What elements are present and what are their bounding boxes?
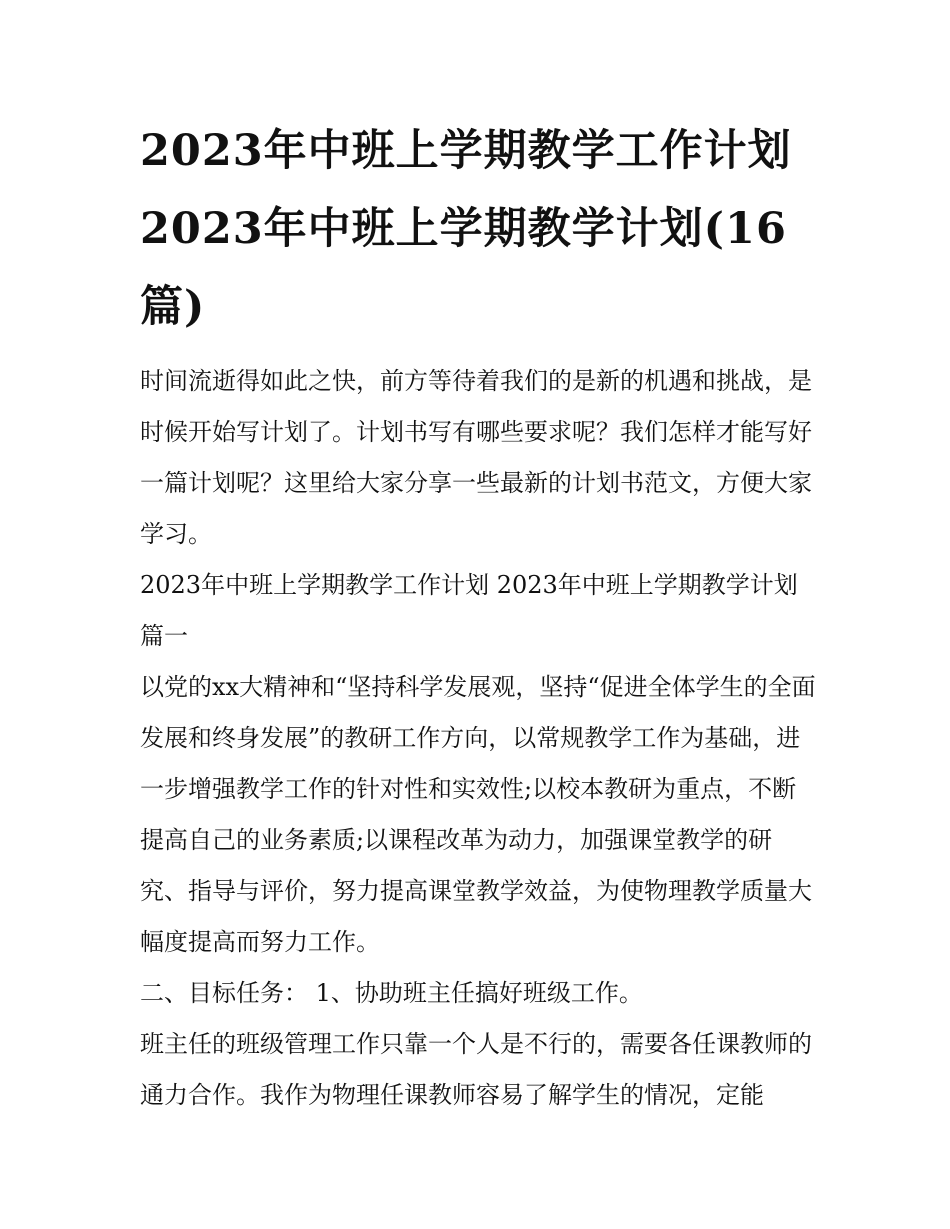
body-paragraph: 以党的xx大精神和“坚持科学发展观，坚持“促进全体学生的全面发展和终身发展”的教研工作方向，以常规教学工作为基础，进一步增强教学工作的针对性和实效性;以校本教研为重点，不断提高自己的业务素质;以课程改革为动力，加强课堂教学的研究、指导与评价，努力提高课堂教学效益，为使物理教学质量大幅度提高而努力工作。	[140, 673, 816, 956]
document-title: 2023年中班上学期教学工作计划 2023年中班上学期教学计划(16篇)	[140, 126, 792, 332]
body-paragraph: 班主任的班级管理工作只靠一个人是不行的，需要各任课教师的通力合作。我作为物理任课教师容易了解学生的情况，定能	[140, 1030, 812, 1109]
section-heading: 2023年中班上学期教学工作计划 2023年中班上学期教学计划篇一	[140, 571, 798, 650]
goal-heading: 二、目标任务： 1、协助班主任搞好班级工作。	[140, 979, 643, 1007]
intro-paragraph: 时间流逝得如此之快，前方等待着我们的是新的机遇和挑战，是时候开始写计划了。计划书写有哪些要求呢？我们怎样才能写好一篇计划呢？这里给大家分享一些最新的计划书范文，方便大家学习。	[140, 367, 812, 548]
document-page	[140, 112, 820, 1121]
